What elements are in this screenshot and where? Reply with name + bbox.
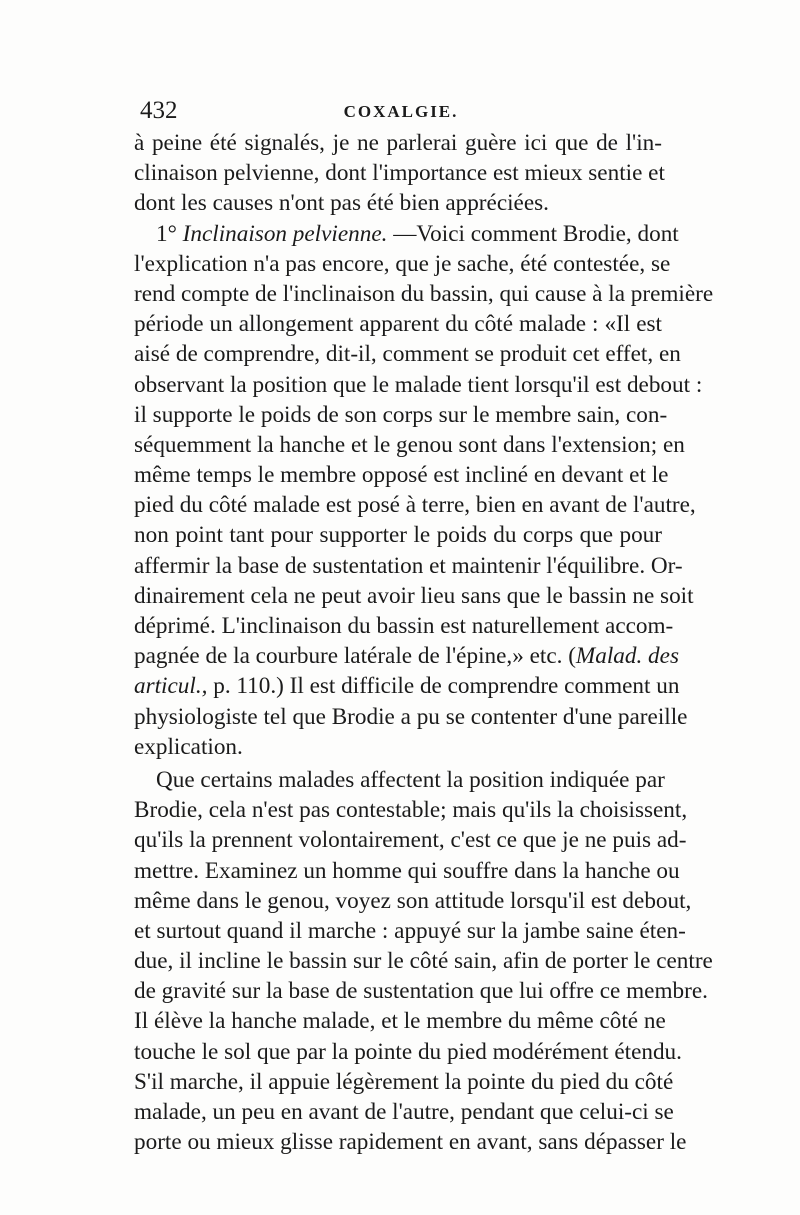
text-line: [134, 551, 683, 581]
text-run: Il élève la hanche malade, et le membre du même côté ne: [134, 1008, 666, 1035]
text-line: [134, 188, 662, 218]
text-run: mettre. Examinez un homme qui souffre dans la hanche ou: [134, 857, 680, 884]
text-line: [134, 460, 669, 490]
text-run: pied du côté malade est posé à terre, bien en avant de l'autre,: [134, 492, 696, 519]
text-line: [134, 128, 662, 158]
text-run: 1°: [156, 220, 183, 247]
text-line: [134, 430, 685, 460]
text-run: clinaison pelvienne, dont l'importance est mieux sentie et: [134, 160, 665, 187]
text-line: [134, 702, 688, 732]
text-line: [134, 520, 662, 550]
text-run: dont les causes n'ont pas été bien appréciées.: [134, 190, 549, 217]
text-line: [134, 671, 680, 701]
text-run: S'il marche, il appuie légèrement la pointe du pied du côté: [134, 1068, 674, 1095]
text-run: il supporte le poids de son corps sur le membre sain, con-: [134, 401, 668, 428]
text-run: déprimé. L'inclinaison du bassin est naturellement accom-: [134, 613, 674, 639]
text-line: [134, 795, 688, 825]
text-line: [134, 765, 665, 795]
text-line: [134, 339, 681, 369]
text-line: [134, 1006, 666, 1036]
text-line: [134, 249, 671, 279]
text-line: [134, 856, 680, 886]
text-run: —Voici comment Brodie, dont: [387, 220, 679, 247]
text-line: [134, 916, 686, 946]
text-run: période un allongement apparent du côté malade : «Il est: [134, 311, 662, 338]
text-run: dinairement cela ne peut avoir lieu sans que le bassin ne soit: [134, 582, 694, 609]
text-line: [134, 825, 687, 855]
text-line: [134, 581, 694, 611]
body-text: [134, 128, 714, 1157]
text-line: [134, 158, 665, 188]
text-line: [134, 309, 662, 339]
text-line: [134, 641, 679, 671]
text-run: même dans le genou, voyez son attitude lorsqu'il est debout,: [134, 887, 692, 914]
text-run: qu'ils la prennent volontairement, c'est ce que je ne puis ad-: [134, 827, 687, 854]
italic-run: Inclinaison pelvienne.: [182, 220, 388, 247]
text-run: physiologiste tel que Brodie a pu se contenter d'une pareille: [134, 703, 688, 730]
text-line: [134, 219, 679, 249]
text-run: p. 110.) Il est difficile de comprendre comment un: [207, 673, 680, 700]
text-line: [134, 1067, 674, 1097]
text-line: [134, 886, 692, 916]
text-line: [134, 1037, 682, 1067]
text-run: Que certains malades affectent la position indiquée par: [156, 766, 665, 793]
text-line: [134, 732, 662, 762]
running-title: COXALGIE.: [343, 102, 459, 121]
text-run: Brodie, cela n'est pas contestable; mais qu'ils la choisissent,: [134, 797, 688, 824]
text-run: pagnée de la courbure latérale de l'épine,» etc. (: [134, 643, 576, 670]
text-run: malade, un peu en avant de l'autre, pendant que celui-ci se: [134, 1099, 674, 1125]
text-run: due, il incline le bassin sur le côté sain, afin de porter le centre: [134, 948, 713, 975]
text-line: [134, 1127, 687, 1157]
text-line: [134, 946, 713, 976]
text-line: [134, 370, 703, 400]
text-line: [134, 490, 696, 520]
text-line: [134, 976, 708, 1006]
text-run: aisé de comprendre, dit-il, comment se produit cet effet, en: [134, 341, 681, 368]
text-run: touche le sol que par la pointe du pied modérément étendu.: [134, 1038, 682, 1065]
text-run: affermir la base de sustentation et maintenir l'équilibre. Or-: [134, 552, 683, 579]
text-run: de gravité sur la base de sustentation que lui offre ce membre.: [134, 978, 708, 1005]
text-run: l'explication n'a pas encore, que je sache, été contestée, se: [134, 250, 671, 277]
page-number: 432: [140, 97, 178, 124]
text-run: observant la position que le malade tient lorsqu'il est debout :: [134, 371, 703, 398]
text-line: [134, 1097, 674, 1127]
text-run: à peine été signalés, je ne parlerai guère ici que de l'in-: [134, 130, 662, 156]
page-header: [140, 96, 662, 126]
text-line: [134, 400, 668, 430]
text-line: [134, 611, 674, 641]
text-run: explication.: [134, 733, 243, 760]
text-run: même temps le membre opposé est incliné en devant et le: [134, 462, 669, 489]
text-run: et surtout quand il marche : appuyé sur la jambe saine éten-: [134, 917, 686, 944]
text-run: non point tant pour supporter le poids du corps que pour: [134, 522, 662, 549]
text-run: rend compte de l'inclinaison du bassin, qui cause à la première: [134, 280, 714, 307]
text-run: séquemment la hanche et le genou sont dans l'extension; en: [134, 431, 685, 458]
italic-run: Malad. des: [575, 643, 679, 670]
text-line: [134, 279, 714, 309]
italic-run: articul.,: [134, 673, 208, 700]
text-run: porte ou mieux glisse rapidement en avant, sans dépasser le: [134, 1129, 687, 1156]
